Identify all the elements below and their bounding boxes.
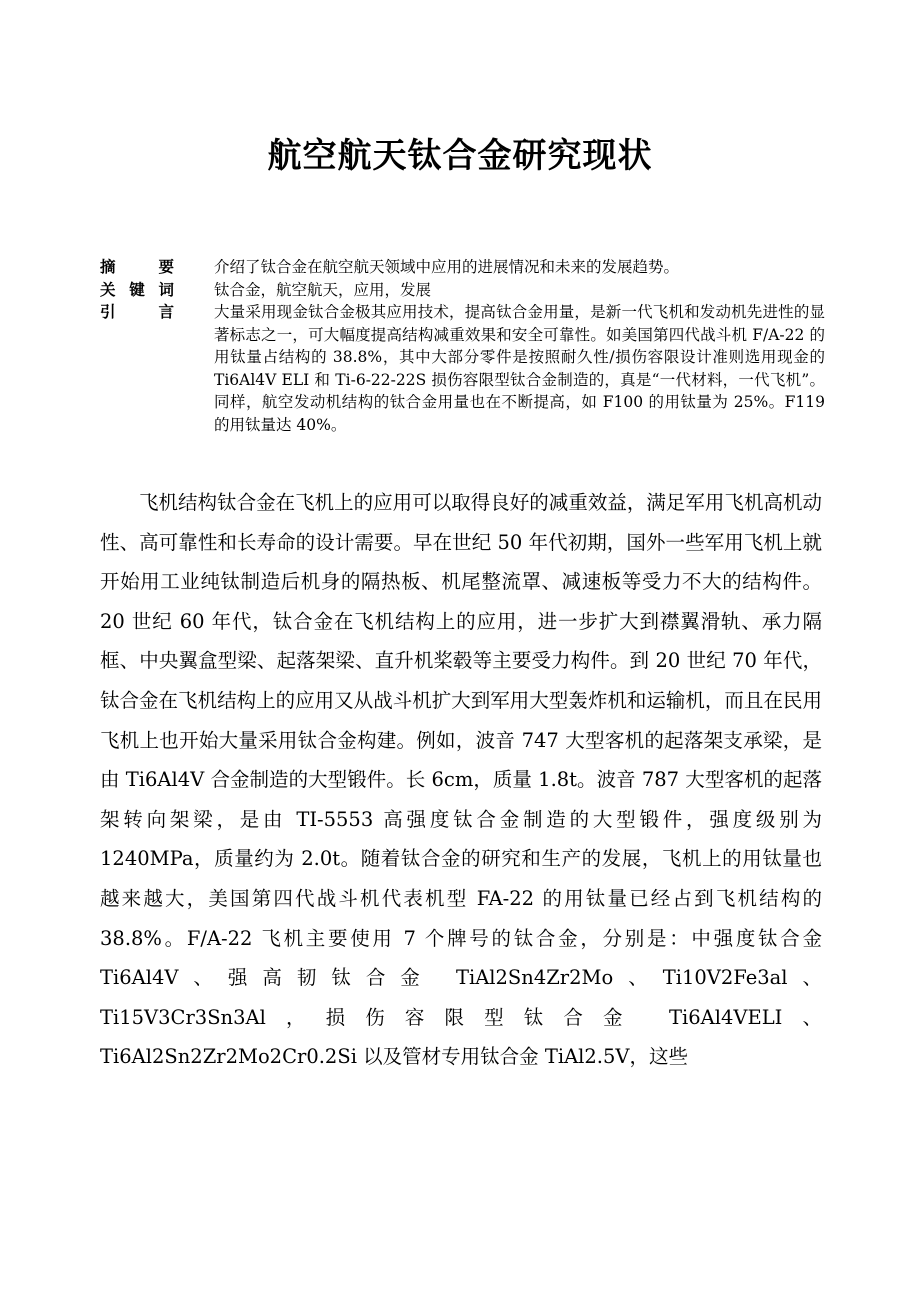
abstract-label [100,256,194,279]
keywords-row [100,279,825,302]
keywords-label [100,279,194,302]
keywords-label-text: 关键词 [100,280,174,299]
keywords-text: 钛合金，航空航天，应用，发展 [214,280,432,299]
abstract-row [100,256,825,279]
document-title: 航空航天钛合金研究现状 [267,136,653,176]
abstract-label-text: 摘 要 [100,258,174,276]
introduction-label [100,301,194,324]
introduction-text: 大量采用现金钛合金极其应用技术，提高钛合金用量，是新一代飞机和发动机先进性的显著标志之一，可大幅度提高结构减重效果和安全可靠性。如美国第四代战斗机 F/A-22 的用钛量占结构的 38.8%，其中大部分零件是按照耐久性/损伤容限设计准则选用现金的 Ti6Al4V ELI 和 Ti-6-22-22S 损伤容限型钛合金制造的，真是“一代材料，一代飞机”。同样，航空发动机结构的钛合金用量也在不断提高，如 F100 的用钛量为 25%。F119 的用钛量达 40%。 [214,303,825,434]
introduction-label-text: 引 言 [100,303,174,321]
front-matter [100,256,825,436]
body-paragraph: 飞机结构钛合金在飞机上的应用可以取得良好的减重效益，满足军用飞机高机动性、高可靠性和长寿命的设计需要。早在世纪 50 年代初期，国外一些军用飞机上就开始用工业纯钛制造后机身的隔热板、机尾整流罩、减速板等受力不大的结构件。20 世纪 60 年代，钛合金在飞机结构上的应用，进一步扩大到襟翼滑轨、承力隔框、中央翼盒型梁、起落架梁、直升机桨毂等主要受力构件。到 20 世纪 70 年代，钛合金在飞机结构上的应用又从战斗机扩大到军用大型轰炸机和运输机，而且在民用飞机上也开始大量采用钛合金构建。例如，波音 747 大型客机的起落架支承梁，是由 Ti6Al4V 合金制造的大型锻件。长 6cm，质量 1.8t。波音 787 大型客机的起落架转向架梁，是由 TI-5553 高强度钛合金制造的大型锻件，强度级别为 1240MPa，质量约为 2.0t。随着钛合金的研究和生产的发展，飞机上的用钛量也越来越大，美国第四代战斗机代表机型 FA-22 的用钛量已经占到飞机结构的 38.8%。F/A-22 飞机主要使用 7 个牌号的钛合金，分别是：中强度钛合金 Ti6Al4V、强高韧钛合金 TiAl2Sn4Zr2Mo、Ti10V2Fe3al、Ti15V3Cr3Sn3Al，损伤容限型钛合金 Ti6Al4VELI、Ti6Al2Sn2Zr2Mo2Cr0.2Si 以及管材专用钛合金 TiAl2.5V，这些 [100,491,822,1069]
introduction-row [100,301,825,436]
abstract-text: 介绍了钛合金在航空航天领域中应用的进展情况和未来的发展趋势。 [214,258,680,276]
